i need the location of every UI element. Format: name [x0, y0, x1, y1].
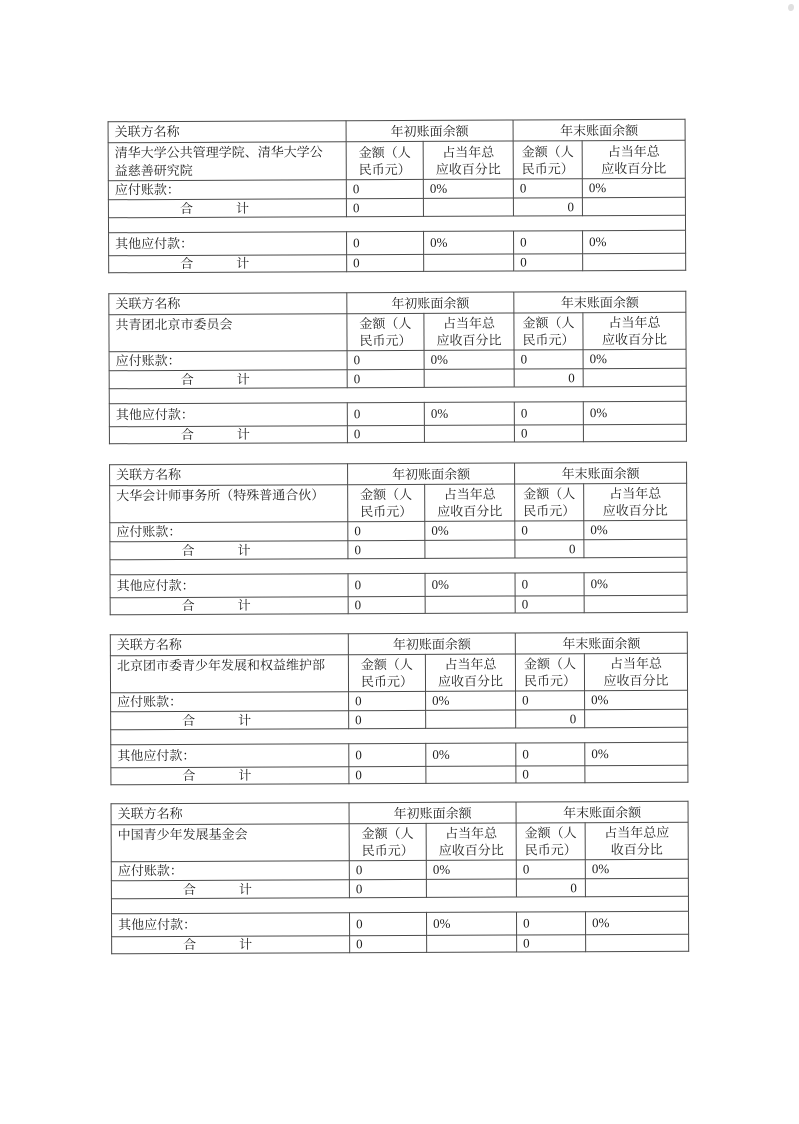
related-party-balance-grid — [110, 632, 689, 786]
other-payables-total-amount-begin: 0 — [347, 254, 424, 271]
table-header-row — [110, 632, 687, 656]
other-payables-total-percentage-begin — [425, 596, 515, 613]
payables-total-percentage-begin — [426, 710, 516, 728]
other-payables-percentage-begin: 0% — [424, 402, 514, 425]
payables-total-percentage-end — [584, 539, 687, 557]
related-party-table — [110, 632, 690, 786]
payables-total-amount-begin: 0 — [346, 198, 423, 216]
percentage-header-line1: 占当年总 — [442, 315, 495, 331]
total-label: 合 计 — [111, 767, 349, 785]
related-party-name: 中国青少年发展基金会 — [111, 824, 349, 862]
beginning-balance-header: 年初账面余额 — [349, 802, 516, 824]
percentage-header-end — [584, 483, 687, 520]
payables-percentage-begin: 0% — [425, 521, 515, 540]
amount-header-line2: 民币元） — [522, 332, 575, 348]
payables-total-amount-begin: 0 — [347, 369, 424, 387]
percentage-header-begin — [423, 141, 513, 179]
percentage-header-end — [585, 822, 688, 859]
payables-row — [111, 859, 688, 881]
other-payables-amount-begin: 0 — [347, 402, 424, 425]
amount-header-line1: 金额（人 — [524, 825, 577, 841]
other-payables-percentage-begin: 0% — [424, 231, 514, 254]
payables-total-amount-end: 0 — [516, 879, 585, 897]
payables-total-amount-begin: 0 — [349, 879, 426, 897]
percentage-header-line1: 占当年总 — [444, 656, 497, 672]
other-payables-total-row — [111, 765, 688, 785]
other-payables-total-percentage-end — [586, 934, 689, 951]
amount-header-begin — [348, 654, 425, 691]
subheader-row — [109, 312, 686, 352]
ending-balance-header: 年末账面余额 — [516, 801, 688, 823]
total-label: 合 计 — [108, 199, 346, 218]
percentage-header-line1: 占当年总 — [443, 486, 496, 502]
amount-header-line2: 民币元） — [358, 161, 411, 177]
beginning-balance-header: 年初账面余额 — [346, 120, 513, 142]
payables-total-amount-end: 0 — [515, 540, 584, 558]
related-party-header-cell: 关联方名称 — [111, 803, 349, 825]
related-party-table — [108, 119, 688, 274]
total-label: 合 计 — [110, 541, 348, 560]
related-party-name: 共青团北京市委员会 — [109, 314, 347, 352]
amount-header-line1: 金额（人 — [359, 315, 412, 332]
payables-amount-begin: 0 — [346, 179, 423, 198]
ending-balance-header: 年末账面余额 — [515, 632, 687, 654]
payables-total-percentage-begin — [424, 369, 514, 387]
payables-amount-begin: 0 — [347, 350, 424, 369]
amount-header-end — [515, 654, 584, 691]
percentage-header-line2: 应收百分比 — [436, 332, 502, 348]
percentage-header-line1: 占当年总应 — [604, 824, 670, 841]
payables-percentage-begin: 0% — [426, 860, 516, 879]
subheader-row — [110, 653, 687, 693]
payables-total-amount-begin: 0 — [349, 710, 426, 728]
related-party-balance-grid — [111, 801, 690, 955]
ending-balance-header: 年末账面余额 — [513, 119, 685, 141]
other-payables-row — [112, 911, 689, 937]
payables-row — [111, 690, 688, 712]
related-party-name: 北京团市委青少年发展和权益维护部 — [110, 655, 348, 693]
other-payables-percentage-end: 0% — [584, 572, 687, 595]
total-label: 合 计 — [111, 880, 349, 899]
percentage-header-begin — [426, 823, 516, 860]
amount-header-line2: 民币元） — [523, 503, 576, 519]
other-payables-amount-end: 0 — [515, 573, 584, 596]
total-label: 合 计 — [109, 426, 347, 444]
other-payables-row — [109, 230, 686, 256]
payables-total-percentage-begin — [423, 198, 513, 216]
percentage-header-begin — [425, 484, 515, 521]
payables-row — [110, 520, 687, 542]
amount-header-begin — [346, 141, 423, 179]
other-payables-total-percentage-end — [585, 765, 688, 782]
percentage-header-line2: 应收百分比 — [601, 160, 667, 176]
amount-header-begin — [349, 823, 426, 860]
beginning-balance-header: 年初账面余额 — [347, 292, 514, 314]
other-payables-amount-end: 0 — [514, 231, 583, 254]
total-label: 合 计 — [109, 370, 347, 389]
total-label: 合 计 — [109, 255, 347, 273]
related-party-balance-grid — [108, 291, 687, 445]
other-payables-row — [111, 742, 688, 768]
payables-label: 应付账款： — [108, 180, 346, 200]
other-payables-amount-end: 0 — [517, 912, 586, 935]
payables-amount-end: 0 — [514, 350, 583, 369]
percentage-header-line2: 应收百分比 — [437, 503, 503, 519]
other-payables-amount-end: 0 — [514, 402, 583, 425]
payables-percentage-end: 0% — [585, 859, 688, 878]
amount-header-line1: 金额（人 — [360, 486, 413, 503]
other-payables-amount-end: 0 — [516, 743, 585, 766]
other-payables-amount-begin: 0 — [347, 231, 424, 254]
other-payables-total-amount-end: 0 — [515, 596, 584, 613]
amount-header-end — [516, 823, 585, 860]
percentage-header-line2: 应收百分比 — [601, 331, 668, 348]
percentage-header-line1: 占当年总 — [608, 314, 661, 331]
related-party-header-cell: 关联方名称 — [109, 293, 347, 315]
beginning-balance-header: 年初账面余额 — [348, 633, 515, 655]
other-payables-total-amount-begin: 0 — [350, 935, 427, 952]
table-header-row — [108, 119, 685, 143]
total-label: 合 计 — [110, 597, 348, 615]
amount-header-end — [514, 313, 583, 350]
payables-label: 应付账款： — [111, 692, 349, 712]
percentage-header-end — [584, 653, 687, 690]
payables-percentage-end: 0% — [582, 178, 685, 197]
related-party-balance-grid — [109, 462, 688, 616]
payables-row — [108, 178, 685, 200]
other-payables-amount-begin: 0 — [349, 743, 426, 766]
payables-percentage-end: 0% — [583, 349, 686, 368]
other-payables-total-amount-end: 0 — [514, 254, 583, 271]
payables-amount-begin: 0 — [349, 691, 426, 710]
payables-total-percentage-end — [585, 709, 688, 727]
other-payables-total-amount-begin: 0 — [349, 766, 426, 783]
total-label: 合 计 — [111, 711, 349, 730]
related-party-table — [109, 462, 689, 616]
ending-balance-header: 年末账面余额 — [514, 291, 686, 313]
amount-header-line1: 金额（人 — [523, 486, 576, 502]
percentage-header-begin — [425, 654, 515, 691]
percentage-header-line1: 占当年总 — [607, 143, 660, 159]
payables-percentage-begin: 0% — [426, 691, 516, 710]
payables-total-percentage-end — [583, 368, 686, 386]
related-party-header-cell: 关联方名称 — [108, 121, 346, 143]
other-payables-total-percentage-end — [583, 424, 686, 441]
percentage-header-line2: 应收百分比 — [602, 502, 668, 519]
other-payables-label: 其他应付款： — [111, 744, 349, 768]
payables-total-percentage-end — [582, 197, 685, 215]
amount-header-line1: 金额（人 — [521, 143, 574, 159]
related-party-header-cell: 关联方名称 — [110, 464, 348, 486]
amount-header-line2: 民币元） — [524, 842, 577, 858]
amount-header-begin — [347, 313, 424, 350]
other-payables-amount-begin: 0 — [348, 573, 425, 596]
amount-header-line1: 金额（人 — [361, 825, 414, 842]
total-label: 合 计 — [112, 936, 350, 954]
amount-header-begin — [348, 484, 425, 521]
amount-header-end — [513, 141, 582, 179]
subheader-row — [110, 483, 687, 523]
percentage-header-line1: 占当年总 — [609, 485, 662, 502]
scan-speck — [788, 4, 794, 11]
amount-header-end — [515, 484, 584, 521]
related-party-name: 大华会计师事务所（特殊普通合伙） — [110, 485, 348, 523]
percentage-header-begin — [424, 313, 514, 350]
payables-total-percentage-begin — [425, 540, 515, 558]
amount-header-line1: 金额（人 — [522, 315, 575, 331]
other-payables-percentage-end: 0% — [586, 911, 689, 934]
payables-amount-end: 0 — [515, 521, 584, 540]
other-payables-percentage-begin: 0% — [427, 912, 517, 935]
other-payables-label: 其他应付款： — [109, 232, 347, 256]
other-payables-percentage-end: 0% — [585, 742, 688, 765]
payables-percentage-begin: 0% — [424, 350, 514, 369]
amount-header-line2: 民币元） — [521, 160, 574, 176]
other-payables-percentage-end: 0% — [583, 401, 686, 424]
payables-percentage-begin: 0% — [423, 179, 513, 198]
other-payables-total-row — [110, 595, 687, 615]
other-payables-total-percentage-begin — [424, 425, 514, 442]
subheader-row — [108, 140, 685, 181]
related-party-name: 清华大学公共管理学院、清华大学公益慈善研究院 — [108, 142, 346, 181]
payables-amount-end: 0 — [516, 691, 585, 710]
payables-amount-end: 0 — [516, 860, 585, 879]
other-payables-total-amount-end: 0 — [516, 766, 585, 783]
other-payables-total-percentage-end — [583, 253, 686, 270]
percentage-header-end — [583, 312, 686, 349]
percentage-header-line2: 应收百分比 — [603, 672, 669, 689]
other-payables-total-amount-end: 0 — [517, 935, 586, 952]
percentage-header-line2: 收百分比 — [610, 841, 663, 858]
amount-header-line1: 金额（人 — [358, 144, 411, 160]
payables-amount-begin: 0 — [348, 521, 425, 540]
other-payables-total-amount-end: 0 — [514, 425, 583, 442]
other-payables-label: 其他应付款： — [112, 913, 350, 937]
other-payables-label: 其他应付款： — [110, 574, 348, 598]
related-party-table — [108, 291, 688, 445]
table-header-row — [109, 291, 686, 315]
amount-header-line2: 民币元） — [360, 503, 413, 520]
payables-row — [109, 349, 686, 371]
payables-total-percentage-begin — [426, 879, 516, 897]
table-header-row — [111, 801, 688, 825]
percentage-header-line2: 应收百分比 — [437, 673, 504, 689]
percentage-header-line1: 占当年总 — [445, 825, 498, 841]
amount-header-line2: 民币元） — [523, 673, 577, 689]
amount-header-line2: 民币元） — [359, 332, 412, 349]
other-payables-percentage-begin: 0% — [425, 573, 515, 596]
beginning-balance-header: 年初账面余额 — [348, 463, 515, 485]
subheader-row — [111, 822, 688, 862]
related-party-header-cell: 关联方名称 — [110, 634, 348, 656]
payables-label: 应付账款： — [109, 351, 347, 371]
payables-total-percentage-end — [585, 878, 688, 896]
other-payables-percentage-begin: 0% — [426, 743, 516, 766]
percentage-header-line2: 应收百分比 — [435, 161, 501, 177]
amount-header-line1: 金额（人 — [523, 656, 576, 672]
other-payables-row — [110, 572, 687, 598]
amount-header-line1: 金额（人 — [360, 656, 413, 673]
other-payables-total-row — [109, 253, 686, 273]
other-payables-total-percentage-begin — [424, 254, 514, 271]
other-payables-total-row — [109, 424, 686, 444]
ending-balance-header: 年末账面余额 — [515, 462, 687, 484]
other-payables-amount-begin: 0 — [350, 912, 427, 935]
payables-total-amount-end: 0 — [513, 198, 582, 216]
other-payables-label: 其他应付款： — [109, 403, 347, 427]
payables-amount-begin: 0 — [349, 860, 426, 879]
other-payables-total-row — [112, 934, 689, 954]
other-payables-percentage-end: 0% — [583, 230, 686, 253]
other-payables-row — [109, 401, 686, 427]
other-payables-total-percentage-end — [584, 595, 687, 612]
payables-amount-end: 0 — [513, 179, 582, 198]
amount-header-line2: 民币元） — [360, 673, 414, 690]
other-payables-total-percentage-begin — [426, 766, 516, 783]
percentage-header-line1: 占当年总 — [442, 144, 495, 160]
percentage-header-line1: 占当年总 — [609, 655, 662, 672]
payables-percentage-end: 0% — [584, 520, 687, 539]
payables-percentage-end: 0% — [585, 690, 688, 709]
percentage-header-end — [582, 140, 685, 178]
payables-total-amount-begin: 0 — [348, 540, 425, 558]
amount-header-line2: 民币元） — [361, 842, 414, 859]
payables-label: 应付账款： — [111, 861, 349, 881]
table-header-row — [110, 462, 687, 486]
related-party-table — [111, 801, 691, 955]
other-payables-total-amount-begin: 0 — [347, 425, 424, 442]
payables-total-amount-end: 0 — [514, 369, 583, 387]
payables-total-amount-end: 0 — [516, 710, 585, 728]
payables-label: 应付账款： — [110, 522, 348, 542]
other-payables-total-percentage-begin — [427, 935, 517, 952]
other-payables-total-amount-begin: 0 — [348, 596, 425, 613]
percentage-header-line2: 应收百分比 — [438, 842, 504, 858]
related-party-balance-grid — [108, 119, 687, 274]
